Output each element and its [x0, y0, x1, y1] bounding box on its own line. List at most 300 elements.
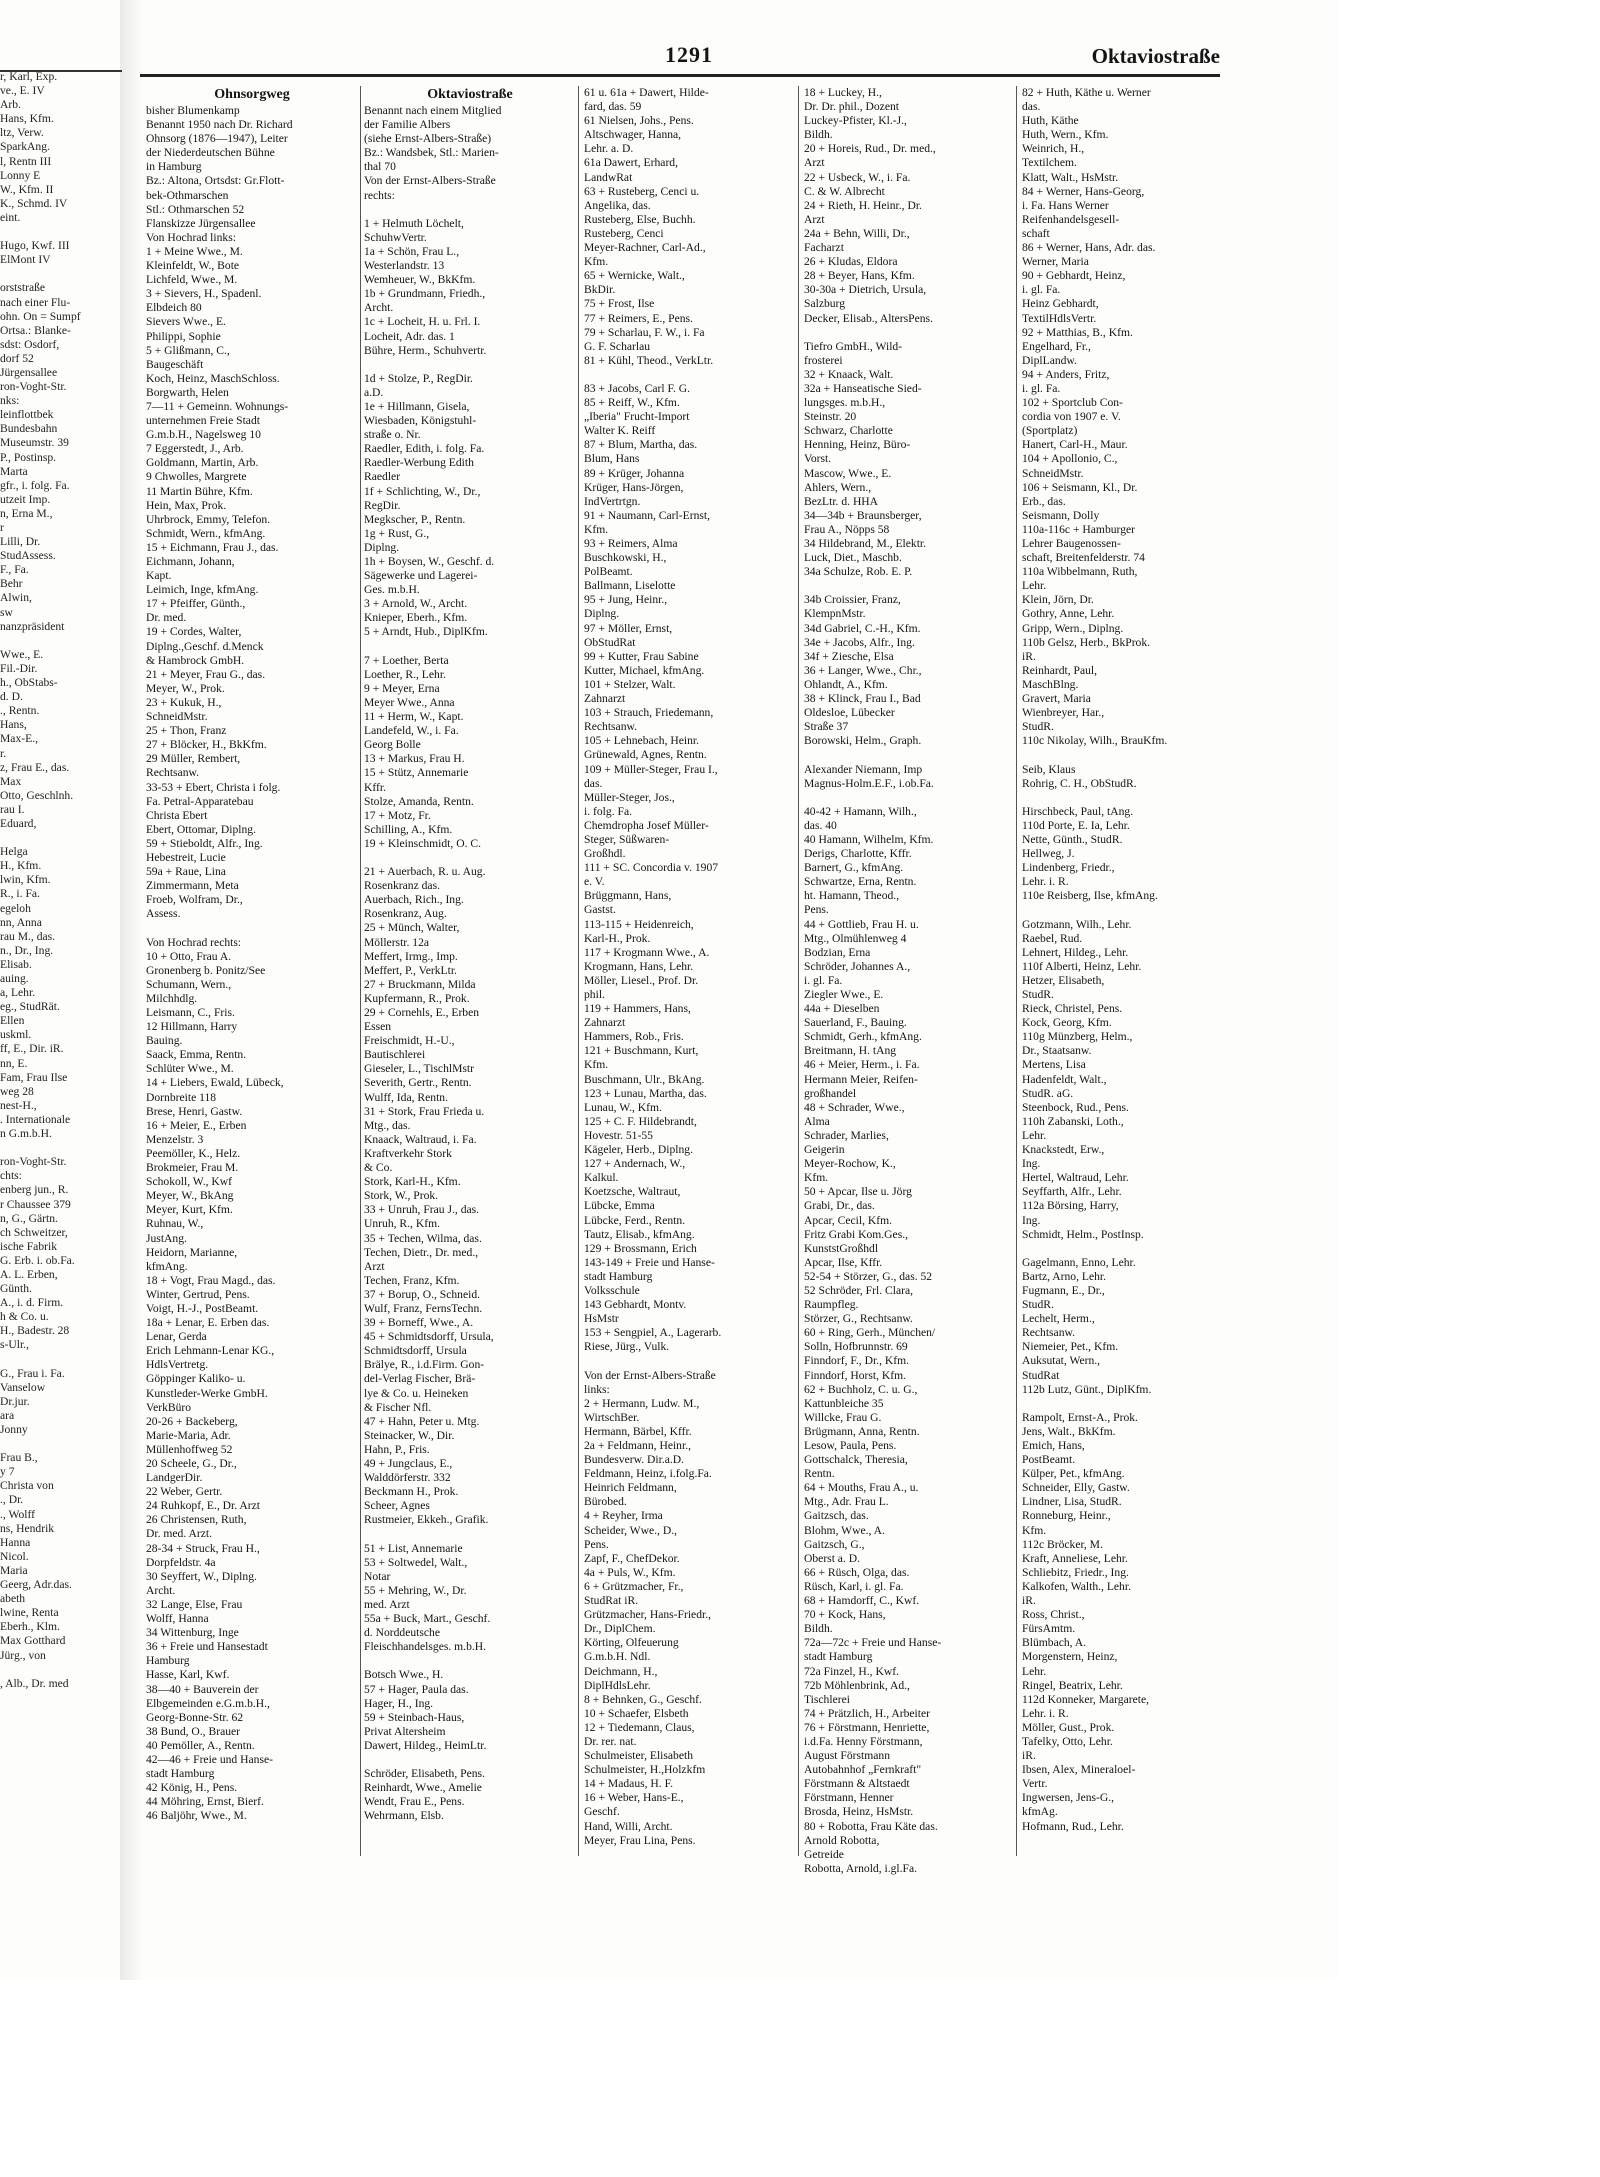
directory-entry [804, 791, 1014, 805]
directory-entry: MaschBlng. [1022, 677, 1079, 691]
directory-entry: 4a + Puls, W., Kfm. [584, 1565, 676, 1579]
directory-entry: med. Arzt [364, 1597, 410, 1611]
directory-entry: Landefeld, W., i. Fa. [364, 724, 459, 738]
directory-entry: Geigerin [804, 1143, 845, 1157]
directory-entry: Borowski, Helm., Graph. [804, 734, 922, 748]
directory-entry: 22 + Usbeck, W., i. Fa. [804, 170, 911, 184]
edge-entry: Nicol. [0, 1549, 29, 1563]
directory-entry: Meyer, W., Prok. [146, 681, 225, 695]
edge-entry: auing. [0, 972, 29, 985]
edge-entry: Lonny E [0, 168, 41, 182]
edge-entry: SparkAng. [0, 140, 50, 154]
directory-entry: Salzburg [804, 297, 846, 311]
directory-entry: Lichfeld, Wwe., M. [146, 273, 238, 287]
edge-entry [0, 267, 124, 281]
edge-entry: ., Wolff [0, 1507, 36, 1521]
directory-entry: i. gl. Fa. [804, 973, 843, 987]
directory-entry: 110a Wibbelmann, Ruth, [1022, 565, 1138, 579]
directory-entry: Werner, Maria [1022, 255, 1089, 269]
edge-entry: lwin, Kfm. [0, 873, 51, 887]
directory-entry: 34a Schulze, Rob. E. P. [804, 565, 913, 579]
edge-entry: Fam, Frau Ilse [0, 1070, 68, 1084]
edge-entry: n, G., Gärtn. [0, 1211, 58, 1225]
directory-entry: Locheit, Adr. das. 1 [364, 329, 455, 343]
directory-entry: Kapt. [146, 569, 172, 583]
directory-entry: Knaack, Waltraud, i. Fa. [364, 1132, 477, 1146]
directory-entry: 24a + Behn, Willi, Dr., [804, 226, 910, 240]
directory-entry: Diplng. [584, 607, 620, 621]
directory-entry: Rechtsanw. [1022, 1326, 1076, 1340]
directory-entry: Hanert, Carl-H., Maur. [1022, 438, 1128, 452]
edge-entry: dorf 52 [0, 351, 34, 365]
directory-entry: Menzelstr. 3 [146, 1132, 204, 1146]
directory-entry [364, 851, 576, 865]
edge-entry: Jürg., von [0, 1648, 46, 1662]
directory-entry: 113-115 + Heidenreich, [584, 917, 694, 931]
directory-entry: Hermann Meier, Reifen- [804, 1072, 918, 1086]
directory-entry: Kffr. [364, 780, 387, 794]
directory-entry: Lehr. [1022, 1664, 1047, 1678]
directory-entry: Dr. med. [146, 611, 187, 625]
directory-entry: Getreide [804, 1847, 844, 1861]
directory-entry: Dr. med. Arzt. [146, 1527, 213, 1541]
directory-entry: 4 + Reyher, Irma [584, 1509, 663, 1523]
directory-entry [364, 203, 576, 217]
directory-entry: 110d Porte, E. Ia, Lehr. [1022, 818, 1130, 832]
edge-entry: Wwe., E. [0, 647, 44, 661]
directory-entry: 111 + SC. Concordia v. 1907 [584, 861, 719, 875]
directory-entry: JustAng. [146, 1231, 187, 1245]
directory-entry: G. F. Scharlau [584, 339, 651, 353]
directory-entry: Finndorf, F., Dr., Kfm. [804, 1354, 910, 1368]
edge-entry: h., ObStabs- [0, 676, 58, 690]
edge-entry: R., i. Fa. [0, 887, 40, 901]
directory-entry: Wulf, Franz, FernsTechn. [364, 1301, 483, 1315]
directory-entry: 94 + Anders, Fritz, [1022, 367, 1110, 381]
directory-entry: Raedler [364, 470, 401, 484]
directory-entry: 101 + Stelzer, Walt. [584, 677, 676, 691]
directory-entry: 20-26 + Backeberg, [146, 1414, 238, 1428]
directory-entry: 63 + Rusteberg, Cenci u. [584, 184, 700, 198]
edge-entry: Museumstr. 39 [0, 436, 69, 450]
directory-entry: links: [584, 1382, 610, 1396]
directory-entry: Kfm. [584, 1058, 609, 1072]
directory-entry: Luckey-Pfister, Kl.-J., [804, 114, 907, 128]
directory-entry: 143-149 + Freie und Hanse- [584, 1255, 715, 1269]
directory-entry: 40-42 + Hamann, Wilh., [804, 804, 917, 818]
directory-entry: Gravert, Maria [1022, 692, 1091, 706]
directory-entry: Raedler-Werbung Edith [364, 456, 474, 470]
directory-entry: Alma [804, 1114, 830, 1128]
directory-entry: 6 + Grützmacher, Fr., [584, 1579, 684, 1593]
directory-entry: StudR. [1022, 720, 1054, 734]
directory-entry: Lunau, W., Kfm. [584, 1100, 662, 1114]
edge-entry [0, 1437, 124, 1451]
directory-entry: Ruhnau, W., [146, 1217, 204, 1231]
directory-entry: Zapf, F., ChefDekor. [584, 1551, 680, 1565]
directory-entry: Bautischlerei [364, 1048, 426, 1062]
edge-entry: egeloh [0, 901, 31, 915]
edge-entry: A., i. d. Firm. [0, 1296, 64, 1310]
directory-entry: Kalkul. [584, 1171, 619, 1185]
directory-entry: PolBeamt. [584, 565, 633, 579]
directory-entry: 59 + Steinbach-Haus, [364, 1710, 465, 1724]
edge-entry: enberg jun., R. [0, 1183, 69, 1197]
directory-entry: 79 + Scharlau, F. W., i. Fa [584, 325, 705, 339]
directory-entry: Bürobed. [584, 1495, 627, 1509]
street-heading: Oktaviostraße [427, 87, 513, 102]
directory-entry: fard, das. 59 [584, 100, 642, 114]
directory-entry: 12 + Tiedemann, Claus, [584, 1720, 695, 1734]
directory-entry: Schliebitz, Friedr., Ing. [1022, 1565, 1129, 1579]
directory-entry: Kalkofen, Walth., Lehr. [1022, 1579, 1131, 1593]
directory-entry: Kleinfeldt, W., Bote [146, 259, 240, 273]
edge-entry: eg., StudRät. [0, 1000, 60, 1014]
directory-entry: das. [584, 776, 603, 790]
edge-entry: ElMont IV [0, 253, 51, 267]
directory-entry: Hermann, Bärbel, Kffr. [584, 1424, 692, 1438]
directory-entry: i. folg. Fa. [584, 804, 632, 818]
column-divider [360, 86, 361, 1856]
edge-entry [0, 1141, 124, 1155]
directory-entry: Breitmann, H. tAng [804, 1044, 897, 1058]
directory-entry: Lesow, Paula, Pens. [804, 1439, 897, 1452]
directory-entry [364, 1527, 576, 1541]
directory-entry: Wendt, Frau E., Pens. [364, 1795, 465, 1809]
directory-entry: 32 Lange, Else, Frau [146, 1597, 243, 1611]
directory-entry: Milchhdlg. [146, 991, 198, 1005]
directory-entry: Heinz Gebhardt, [1022, 297, 1099, 311]
directory-entry: Jens, Walt., BkKfm. [1022, 1424, 1116, 1438]
directory-entry: Arzt [804, 156, 825, 170]
directory-entry: i. Fa. Hans Werner [1022, 198, 1109, 212]
edge-entry: Fil.-Dir. [0, 661, 38, 675]
directory-entry: DiplLandw. [1022, 353, 1077, 367]
directory-entry: 112d Konneker, Margarete, [1022, 1692, 1150, 1706]
edge-entry [0, 831, 124, 845]
directory-entry: KunststGroßhdl [804, 1241, 879, 1255]
directory-entry: Pens. [584, 1537, 609, 1551]
directory-entry: Rüsch, Karl, i. gl. Fa. [804, 1579, 904, 1593]
directory-entry: Ohlandt, A., Kfm. [804, 677, 888, 691]
edge-entry: Hanna [0, 1535, 31, 1549]
directory-entry: Zahnarzt [584, 1016, 626, 1030]
directory-entry: Meyer, Frau Lina, Pens. [584, 1833, 696, 1847]
directory-entry: 14 + Liebers, Ewald, Lübeck, [146, 1076, 284, 1090]
edge-entry: Vanselow [0, 1380, 46, 1394]
directory-entry: BkDir. [584, 283, 616, 297]
directory-entry: Schmidt, Gerh., kfmAng. [804, 1030, 922, 1044]
directory-entry: Heidorn, Marianne, [146, 1245, 238, 1259]
page-number: 1291 [665, 42, 713, 67]
directory-entry: Auerbach, Rich., Ing. [364, 893, 464, 907]
directory-entry: Förstmann & Altstaedt [804, 1777, 910, 1791]
directory-entry: Privat Altersheim [364, 1724, 446, 1738]
directory-entry: in Hamburg [146, 160, 202, 174]
directory-entry [364, 1753, 576, 1767]
directory-entry: Beckmann H., Prok. [364, 1485, 459, 1499]
edge-entry: r [0, 521, 4, 534]
directory-entry: 106 + Seismann, Kl., Dr. [1022, 480, 1138, 494]
previous-page-edge-column [0, 70, 124, 1900]
directory-entry: Reinhardt, Wwe., Amelie [364, 1781, 482, 1795]
directory-entry: e. V. [584, 875, 605, 889]
edge-entry: eint. [0, 210, 21, 224]
edge-entry: a, Lehr. [0, 986, 36, 1000]
directory-entry [584, 1354, 796, 1368]
directory-entry: Stork, Karl-H., Kfm. [364, 1175, 461, 1189]
directory-entry: Klatt, Walt., HsMstr. [1022, 170, 1119, 184]
directory-entry: Volksschule [584, 1283, 640, 1297]
directory-entry: Wehrmann, Elsb. [364, 1809, 444, 1823]
directory-entry: 5 + Glißmann, C., [146, 343, 230, 357]
directory-entry: Kfm. [1022, 1523, 1047, 1537]
directory-entry: 86 + Werner, Hans, Adr. das. [1022, 241, 1156, 255]
directory-entry: 44a + Dieselben [804, 1002, 880, 1016]
directory-entry: Bildh. [804, 128, 833, 142]
directory-entry: 109 + Müller-Steger, Frau I., [584, 762, 718, 776]
directory-entry: Geschf. [584, 1805, 620, 1819]
edge-entry: Maria [0, 1563, 28, 1577]
directory-entry: 91 + Naumann, Carl-Ernst, [584, 508, 710, 522]
directory-entry: Möller, Liesel., Prof. Dr. [584, 973, 699, 987]
edge-entry: ron-Voght-Str. [0, 380, 67, 394]
directory-entry: Freischmidt, H.-U., [364, 1034, 455, 1048]
edge-entry: Lilli, Dr. [0, 535, 41, 549]
directory-entry: 2a + Feldmann, Heinr., [584, 1439, 691, 1452]
directory-entry: 119 + Hammers, Hans, [584, 1002, 691, 1016]
directory-entry: Georg Bolle [364, 738, 421, 752]
directory-entry: Flanskizze Jürgensallee [146, 216, 256, 230]
directory-entry: 53 + Soltwedel, Walt., [364, 1555, 468, 1569]
directory-entry: 57 + Hager, Paula das. [364, 1682, 469, 1696]
directory-entry: 42 König, H., Pens. [146, 1781, 238, 1795]
directory-entry: Kunstleder-Werke GmbH. [146, 1386, 268, 1400]
edge-entry: Arb. [0, 98, 21, 112]
column-divider [578, 86, 579, 1856]
directory-entry: Külper, Pet., kfmAng. [1022, 1467, 1125, 1481]
directory-entry: 68 + Hamdorff, C., Kwf. [804, 1594, 920, 1608]
directory-entry: 77 + Reimers, E., Pens. [584, 311, 693, 325]
directory-entry: 16 + Weber, Hans-E., [584, 1791, 684, 1805]
directory-entry: 66 + Rüsch, Olga, das. [804, 1565, 910, 1579]
directory-entry: 14 + Madaus, H. F. [584, 1777, 674, 1791]
directory-entry: Rusteberg, Else, Buchh. [584, 212, 696, 226]
directory-entry: Notar [364, 1569, 391, 1583]
directory-entry: Brüggmann, Hans, [584, 889, 672, 903]
directory-entry: kfmAg. [1022, 1805, 1058, 1819]
directory-entry: Feldmann, Heinz, i.folg.Fa. [584, 1467, 712, 1481]
directory-entry: Lehr. [1022, 1128, 1047, 1142]
directory-entry [364, 1654, 576, 1668]
directory-entry: 84 + Werner, Hans-Georg, [1022, 184, 1145, 198]
directory-entry: Autobahnhof „Fernkraft" [804, 1763, 922, 1777]
directory-entry: StudRat [1022, 1368, 1060, 1382]
directory-entry: frosterei [804, 353, 843, 367]
directory-entry: Steinacker, W., Dir. [364, 1428, 455, 1442]
directory-entry: Stolze, Amanda, Rentn. [364, 794, 474, 808]
directory-entry: Hirschbeck, Paul, tAng. [1022, 804, 1134, 818]
directory-entry: Facharzt [804, 241, 844, 255]
directory-entry: Lehnert, Hildeg., Lehr. [1022, 945, 1129, 959]
directory-entry: Botsch Wwe., H. [364, 1668, 444, 1682]
edge-entry: ., Dr. [0, 1493, 24, 1507]
directory-entry: rechts: [364, 188, 395, 202]
directory-entry: Zimmermann, Meta [146, 879, 239, 893]
directory-entry: HdlsVertretg. [146, 1358, 209, 1372]
directory-entry: Schwarz, Charlotte [804, 424, 893, 438]
directory-entry: LandwRat [584, 170, 633, 184]
directory-entry: Willcke, Frau G. [804, 1410, 882, 1424]
edge-entry: G., Frau i. Fa. [0, 1366, 65, 1380]
directory-entry: Kutter, Michael, kfmAng. [584, 663, 705, 677]
directory-entry: LandgerDir. [146, 1471, 203, 1485]
directory-entry: Walddörferstr. 332 [364, 1471, 451, 1485]
directory-entry: 27 + Blöcker, H., BkKfm. [146, 738, 267, 752]
directory-entry: Gastst. [584, 903, 616, 917]
edge-entry [0, 1663, 124, 1677]
directory-entry: 112b Lutz, Günt., DiplKfm. [1022, 1382, 1152, 1396]
directory-entry: „Iberia" Frucht-Import [584, 410, 690, 424]
directory-entry: Ziegler Wwe., E. [804, 988, 884, 1001]
directory-entry: Lehr. [1022, 579, 1047, 593]
directory-entry: Rustmeier, Ekkeh., Grafik. [364, 1513, 489, 1527]
directory-entry: 45 + Schmidtsdorff, Ursula, [364, 1330, 494, 1344]
directory-entry: Störzer, G., Rechtsanw. [804, 1312, 913, 1326]
directory-entry: 18 + Luckey, H., [804, 86, 882, 99]
directory-entry: Koetzsche, Waltraut, [584, 1185, 681, 1199]
directory-entry: Lenar, Gerda [146, 1330, 207, 1344]
directory-entry: Gronenberg b. Ponitz/See [146, 963, 266, 977]
edge-entry: Behr [0, 577, 23, 591]
directory-entry: Von Hochrad rechts: [146, 935, 242, 949]
directory-entry: Stl.: Othmarschen 52 [146, 202, 245, 216]
directory-entry: Marie-Maria, Adr. [146, 1428, 231, 1442]
directory-entry: 36 + Freie und Hansestadt [146, 1640, 268, 1654]
directory-entry: Gieseler, L., TischlMstr [364, 1062, 474, 1076]
directory-entry: Wulff, Ida, Rentn. [364, 1090, 448, 1104]
directory-entry [1022, 791, 1234, 805]
edge-entry: H., Badestr. 28 [0, 1324, 70, 1338]
directory-entry: 143 Gebhardt, Montv. [584, 1298, 687, 1312]
directory-entry: 3 + Sievers, H., Spadenl. [146, 287, 262, 301]
directory-entry: Mtg., Adr. Frau L. [804, 1495, 889, 1509]
edge-entry: Max [0, 774, 22, 788]
directory-entry: & Fischer Nfl. [364, 1400, 432, 1414]
directory-entry: Brokmeier, Frau M. [146, 1161, 239, 1175]
edge-entry: leinflottbek [0, 408, 54, 422]
edge-entry: orststraße [0, 281, 46, 295]
directory-entry [1022, 1397, 1234, 1411]
directory-entry: Gagelmann, Enno, Lehr. [1022, 1255, 1136, 1269]
directory-entry: Schulmeister, H.,Holzkfm [584, 1763, 706, 1777]
directory-entry: Grützmacher, Hans-Friedr., [584, 1608, 712, 1622]
directory-entry: Severith, Gertr., Rentn. [364, 1076, 472, 1090]
directory-entry: Rohrig, C. H., ObStudR. [1022, 776, 1137, 790]
directory-entry: SchuhwVertr. [364, 230, 427, 244]
edge-entry: Max Gotthard [0, 1634, 66, 1648]
directory-entry: 110c Nikolay, Wilh., BrauKfm. [1022, 734, 1168, 748]
directory-entry: 39 + Borneff, Wwe., A. [364, 1316, 474, 1330]
directory-entry: Oldesloe, Lübecker [804, 706, 895, 720]
directory-entry: 35 + Techen, Wilma, das. [364, 1231, 482, 1245]
edge-entry: Ortsa.: Blanke- [0, 323, 71, 337]
edge-entry: ch Schweitzer, [0, 1225, 68, 1239]
directory-entry: 80 + Robotta, Frau Käte das. [804, 1819, 938, 1833]
directory-entry: 25 + Münch, Walter, [364, 921, 460, 935]
directory-entry: 61a Dawert, Erhard, [584, 156, 678, 170]
edge-entry: r Chaussee 379 [0, 1197, 71, 1211]
directory-entry: 28 + Beyer, Hans, Kfm. [804, 269, 915, 283]
edge-entry: sdst: Osdorf, [0, 337, 60, 351]
directory-entry: Scheer, Agnes [364, 1499, 430, 1513]
directory-entry: Fritz Grabi Kom.Ges., [804, 1227, 909, 1241]
edge-entry: ische Fabrik [0, 1239, 57, 1253]
directory-entry: 8 + Behnken, G., Geschf. [584, 1692, 702, 1706]
directory-entry: 10 + Schaefer, Elsbeth [584, 1706, 689, 1720]
directory-entry [1022, 748, 1234, 762]
directory-entry: Stork, W., Prok. [364, 1189, 439, 1203]
directory-entry [1022, 903, 1234, 917]
directory-entry: & Co. [364, 1161, 393, 1175]
directory-entry: 11 + Herm, W., Kapt. [364, 710, 464, 724]
directory-entry: Schneider, Elly, Gastw. [1022, 1481, 1130, 1495]
directory-entry: 110h Zabanski, Loth., [1022, 1114, 1124, 1128]
directory-entry: 37 + Borup, O., Schneid. [364, 1287, 481, 1301]
directory-entry: Seismann, Dolly [1022, 508, 1100, 522]
directory-entry: 38—40 + Bauverein der [146, 1682, 259, 1696]
directory-entry: 55a + Buck, Mart., Geschf. [364, 1612, 491, 1626]
directory-entry: 9 Chwolles, Margrete [146, 470, 247, 484]
edge-entry [0, 1353, 124, 1367]
directory-entry: Westerlandstr. 13 [364, 259, 445, 273]
edge-entry: Günth. [0, 1282, 32, 1296]
directory-entry: Lehrer Baugenossen- [1022, 537, 1121, 550]
directory-entry: 19 + Kleinschmidt, O. C. [364, 836, 481, 850]
edge-entry [0, 634, 124, 648]
directory-entry: Scheider, Wwe., D., [584, 1523, 678, 1537]
directory-entry: 87 + Blum, Martha, das. [584, 438, 698, 452]
directory-entry: Philippi, Sophie [146, 329, 221, 343]
directory-entry: Meffert, Irmg., Imp. [364, 949, 458, 963]
directory-entry: 18 + Vogt, Frau Magd., das. [146, 1273, 276, 1287]
directory-entry: 81 + Kühl, Theod., VerkLtr. [584, 353, 714, 367]
directory-entry: Pens. [804, 903, 829, 917]
directory-entry: phil. [584, 988, 605, 1001]
directory-entry: Ahlers, Wern., [804, 480, 872, 494]
directory-entry: Dawert, Hildeg., HeimLtr. [364, 1738, 487, 1752]
directory-column-2 [364, 86, 576, 1866]
directory-entry: Reifenhandelsgesell- [1022, 212, 1120, 226]
directory-entry: stadt Hamburg [804, 1650, 873, 1664]
edge-entry: y 7 [0, 1465, 15, 1479]
directory-entry: Hadenfeldt, Walt., [1022, 1072, 1107, 1086]
directory-entry: Erb., das. [1022, 494, 1066, 508]
directory-entry: Reinhardt, Paul, [1022, 663, 1098, 677]
directory-entry: 110f Alberti, Heinz, Lehr. [1022, 959, 1142, 973]
directory-entry: Alexander Niemann, Imp [804, 762, 923, 776]
directory-entry: 59 + Stieboldt, Alfr., Ing. [146, 836, 263, 850]
edge-entry: StudAssess. [0, 549, 56, 563]
directory-entry: 34d Gabriel, C.-H., Kfm. [804, 621, 921, 635]
directory-entry: Altschwager, Hanna, [584, 128, 682, 142]
directory-entry: Knackstedt, Erw., [1022, 1143, 1105, 1157]
directory-entry: Großhdl. [584, 847, 626, 861]
directory-entry: 72b Möhlenbrink, Ad., [804, 1678, 910, 1692]
directory-entry: Meyer, W., BkAng [146, 1189, 234, 1203]
directory-entry: Magnus-Holm.E.F., i.ob.Fa. [804, 776, 934, 790]
header-rule [140, 74, 1220, 77]
